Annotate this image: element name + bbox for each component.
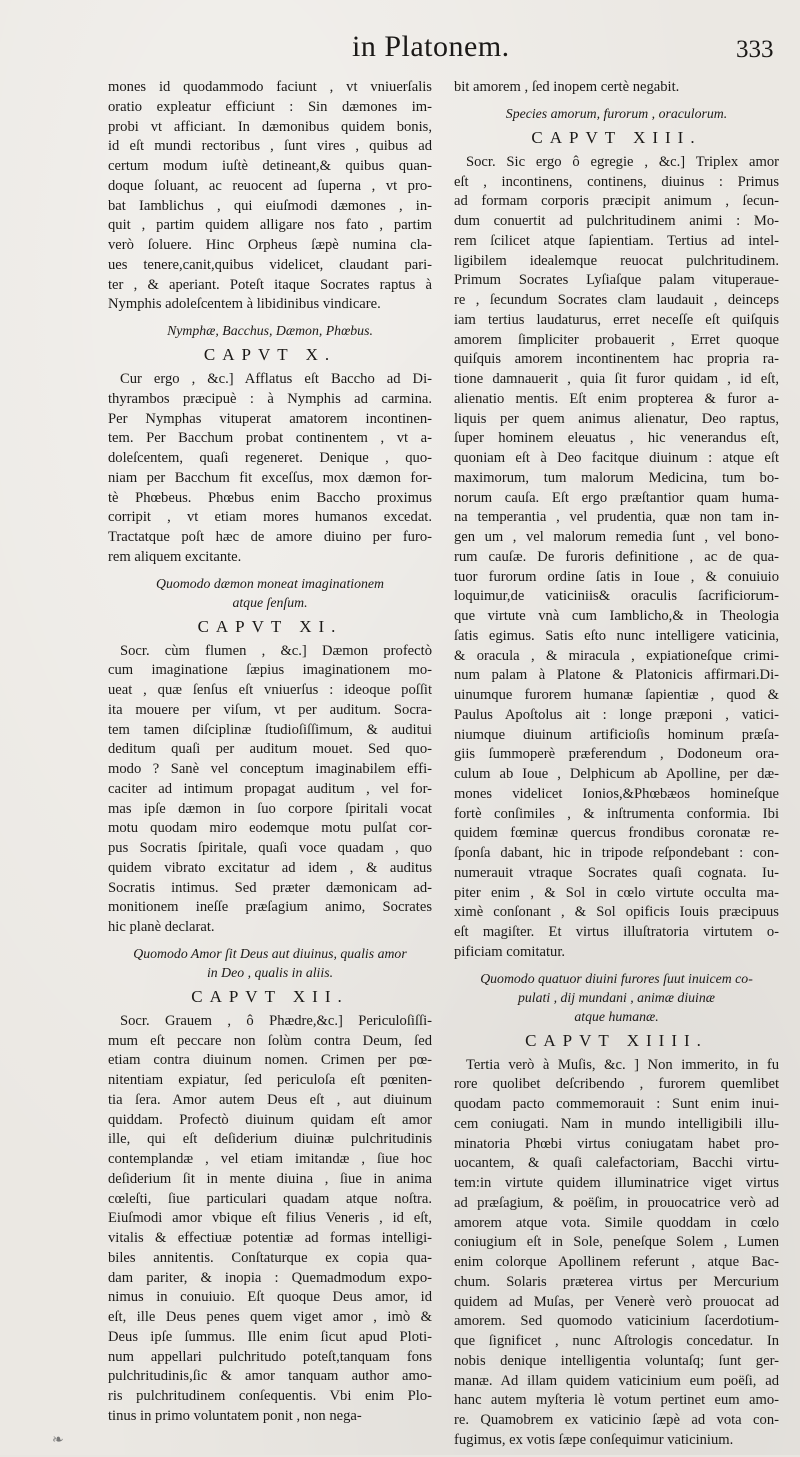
text-line: ligibilem idealemque reuocat pulchritudinem. xyxy=(454,252,779,269)
text-line: quodam pacto commemorauit : Sunt enim inui- xyxy=(454,1096,779,1112)
text-line: ter , & aperiant. Poteſt itaque Socrates raptus à xyxy=(108,276,432,293)
text-line: fortè conſimiles , & inſtrumenta conformia. Ibi xyxy=(454,805,779,822)
text-line: piter enim , & Sol in cœlo virtute occulta ma- xyxy=(454,884,779,901)
text-line: re , ſecundum Socrates clam laudauit , deinceps xyxy=(454,292,779,308)
text-line: tia ſera. Amor autem Deus eſt , aut diuinum xyxy=(108,1091,432,1108)
text-line: monitionem ineſſe præſagium animo, Socrates xyxy=(108,899,432,916)
text-line: Cur ergo , &c.] Afflatus eſt Baccho ad Di- xyxy=(120,371,432,387)
text-line: Socratis intimus. Sed præter dæmonicam ad- xyxy=(108,879,432,896)
text-line: biles annitentis. Conſtaturque ex copia qua- xyxy=(108,1249,432,1266)
text-line: rum cauſæ. De furoris definitione , ac de qua- xyxy=(454,548,779,565)
text-line: cœleſti, ſiue particulari quadam atque noſtra. xyxy=(108,1190,432,1207)
text-line: amorem atque vota. Simile quoddam in cœlo xyxy=(454,1214,779,1231)
text-line: etiam contra diuinum nomen. Crimen per pœ- xyxy=(108,1052,432,1069)
text-line: thyrambos præcipuè : à Nymphis ad carmina. xyxy=(108,390,432,407)
section-title-line: Quomodo dæmon moneat imaginationem xyxy=(155,575,385,591)
text-line: culum ab Ioue , Delphicum ab Apolline, per dæ- xyxy=(454,766,779,782)
text-line: quidem ad Muſas, per Venerè verò prouocat ad xyxy=(454,1293,779,1310)
text-line: contemplandæ , vel etiam imitandæ , ſiue hoc xyxy=(108,1151,432,1167)
text-line: Socr. cùm flumen , &c.] Dæmon profectò xyxy=(120,642,432,659)
text-line: eſt, ille Deus penes quem viget amor , imò & xyxy=(108,1309,432,1325)
text-line: Tractatque poſt hæc de amore diuino per furo- xyxy=(108,529,432,545)
text-line: coniugium eſt in Sole, peneſque Solem , Lumen xyxy=(454,1234,779,1251)
text-line: pificiam comitatur. xyxy=(454,943,566,960)
text-line: tè Phœbeus. Phœbus enim Baccho proximus xyxy=(108,489,432,506)
text-line: modo ? Sanè vel conceptum imaginabilem effi- xyxy=(108,761,432,777)
text-line: iam tertius laudaturus, erret neceſſe eſt quiſquis xyxy=(454,311,779,328)
text-line: & oracula , & miracula , expiationeſque crimi- xyxy=(454,647,779,664)
text-line: ita mouere per viſum, vt per auditum. Socra- xyxy=(108,701,432,718)
text-line: Socr. Grauem , ô Phædre,&c.] Periculoſiſſi- xyxy=(120,1012,432,1029)
text-line: loquimur,de vaticiniis& oraculis ſacrificiorum- xyxy=(454,588,779,605)
text-line: liquis per quem animus alienatur, Deo raptus, xyxy=(454,410,779,427)
text-line: pulchritudinis,ſic & amor tanquam author amo- xyxy=(108,1368,432,1385)
text-line: hic planè declarat. xyxy=(108,919,215,935)
text-line: amorem. Sed quomodo vaticinium ſacerdotium- xyxy=(454,1313,779,1330)
text-line: Eiuſmodi amor vbique eſt filius Veneris , id eſt, xyxy=(108,1210,432,1227)
text-line: ues tenere,canit,quibus videlicet, claudant pari- xyxy=(108,256,432,273)
text-line: alienatio mentis. Eſt enim propterea & furor a- xyxy=(454,390,779,407)
text-line: mas ipſe dæmon in ſuo corpore ſpiritali vocat xyxy=(108,800,432,817)
section-title-line: atque humanæ. xyxy=(574,1008,659,1024)
text-line: uinumque furorem humanæ ſapientiæ , quod & xyxy=(454,687,779,703)
text-line: quoniam eſt à Deo facitque diuinum : atque eſt xyxy=(454,450,779,466)
text-line: mum eſt peccare non ſolùm contra Deum, ſed xyxy=(108,1032,432,1049)
section-title-line: Quomodo Amor ſit Deus aut diuinus, qualis amor xyxy=(133,945,407,961)
text-line: deſiderium ſit in mente diuina , ſiue in anima xyxy=(108,1170,432,1187)
text-line: ſponſa dabant, hic in tripode reſpondebant : con- xyxy=(454,845,779,861)
text-line: Tertia verò à Muſis, &c. ] Non immerito, in fu xyxy=(466,1056,779,1073)
text-line: gen um , vel malorum remedia ſunt , vel bono- xyxy=(454,529,779,545)
text-line: que ſignificet , nunc Aſtrologis concedatur. In xyxy=(454,1333,779,1349)
text-line: deditum quaſi per auditum mouet. Sed quo- xyxy=(108,741,432,758)
text-line: quiddam. Profectò diuinum quidam eſt amor xyxy=(108,1111,432,1128)
text-line: tuor furorum ordine ſatis in Ioue , & conuiuio xyxy=(454,568,779,585)
text-line: probi vt afficiant. In dæmonibus quidem bonis, xyxy=(108,118,432,135)
text-line: pus Socratis ſpiritale, quaſi voce quadam , quo xyxy=(108,840,432,856)
text-line: quidem vibrato excitatur ad idem , & auditus xyxy=(108,859,432,876)
text-line: chum. Solaris præterea virtus per Mercurium xyxy=(454,1273,779,1290)
text-line: enim colorque Apollinem referunt , atque Bac- xyxy=(454,1254,779,1270)
text-line: norum cauſa. Eſt ergo præſtantior quam huma- xyxy=(454,489,779,506)
text-line: tione damnauerit , quia ſit furor quidam , id eſt, xyxy=(454,371,779,387)
text-line: num appellari pulchritudo poteſt,tanquam fons xyxy=(108,1348,432,1365)
text-line: niam per Bacchum fit exceſſus, mox dæmon for- xyxy=(108,469,432,486)
text-line: ſatis egimus. Satis eſto nunc intelligere vaticinia, xyxy=(454,627,779,644)
text-line: quiſquis amorem incontinentem hac propria ra- xyxy=(454,351,779,368)
text-line: dum conuertit ad pulchritudinem animi : Mo- xyxy=(454,213,779,229)
section-title-line: in Deo , qualis in aliis. xyxy=(206,964,334,980)
text-line: bit amorem , ſed inopem certè negabit. xyxy=(454,79,680,95)
text-line: mones id quodammodo faciunt , vt vniuerſalis xyxy=(108,79,432,95)
section-title-line: atque ſenſum. xyxy=(232,594,308,610)
text-line: tem tamen diſciplinæ ſtudioſiſſimum, & auditui xyxy=(108,721,432,738)
text-line: nitentiam expiatur, ſed periculoſa eſt pœniten- xyxy=(108,1072,432,1088)
margin-mark: ❧ xyxy=(52,1432,64,1448)
text-line: tinus in primo voluntatem ponit , non nega- xyxy=(108,1407,362,1424)
section-title-line: Species amorum, furorum , oraculorum. xyxy=(505,105,728,121)
text-line: ille, qui eſt deſiderium diuinæ pulchritudinis xyxy=(108,1131,432,1148)
chapter-heading: CAPVT XI. xyxy=(197,616,343,636)
text-line: motu quodam miro eodemque motu pulſat cor- xyxy=(108,820,432,837)
text-line: ris pulchritudinem conſequentis. Vbi enim Plo- xyxy=(108,1388,432,1404)
text-line: Per Nymphas vituperat amatorem incontinen- xyxy=(108,410,432,427)
text-line: rem ſcilicet atque ſapientiam. Tertius ad intel- xyxy=(454,232,779,249)
text-line: cum imaginatione ſæpius imaginationem mo- xyxy=(108,662,432,679)
text-line: fugimus, ex votis ſæpe conſequimur vaticinium. xyxy=(454,1431,734,1448)
text-line: certum modum iuſtè detineant,& quibus quan- xyxy=(108,158,432,174)
chapter-heading: CAPVT XIII. xyxy=(531,127,702,147)
text-line: Paulus Apoſtolus ait : longe præponi , vatici- xyxy=(454,706,779,723)
text-line: na temperantia , vel prudentia, quæ non tam in- xyxy=(454,509,779,526)
text-line: corripit , vt etiam mores humanos excedat. xyxy=(108,509,432,526)
text-line: nobis denique intelligentia voluntaſq; ſunt ger- xyxy=(454,1352,779,1369)
section-title-line: Nymphæ, Bacchus, Dæmon, Phœbus. xyxy=(167,323,373,338)
text-line: Socr. Sic ergo ô egregie , &c.] Triplex amor xyxy=(466,153,779,170)
running-title: in Platonem. xyxy=(352,30,510,63)
text-line: dam pariter, & inopia : Quemadmodum expo- xyxy=(108,1269,432,1286)
text-line: oratio expleatur efficiunt : Sin dæmones im- xyxy=(108,98,432,115)
text-line: tem. Per Bacchum probat continentem , vt a- xyxy=(108,430,432,447)
text-line: quidem fœminæ quercus frondibus coronatæ re- xyxy=(454,825,779,842)
text-line: ueat , quæ ſenſus eſt vniuerſus : ideoque poſſit xyxy=(108,682,432,698)
text-line: que virtute vnà cum Iamblicho,& in Theologia xyxy=(454,608,779,624)
left-column xyxy=(108,78,432,1433)
text-line: tem:in virtute quidem illuminatrice viget virtus xyxy=(454,1175,779,1191)
text-line: manæ. Ad illam quidem vaticinium eum poëſi, ad xyxy=(454,1372,779,1389)
page-number: 333 xyxy=(736,36,774,63)
right-column xyxy=(454,78,779,1457)
chapter-heading: CAPVT XIIII. xyxy=(525,1030,708,1050)
text-line: doque ſoluant, ac reuocent ad ſuperna , vt pro- xyxy=(108,177,432,194)
text-line: re. Quamobrem ex vaticinio ſæpè ad vota con- xyxy=(454,1412,779,1428)
text-line: bat Iamblichus , qui eiuſmodi dæmones , in- xyxy=(108,197,432,214)
text-line: hanc autem myſteria lè votum pertinet eum amo- xyxy=(454,1392,779,1409)
text-line: minatoria Phœbi virtus coniugatam habet pro- xyxy=(454,1135,779,1152)
text-line: rore quolibet deſcribendo , furorem quemlibet xyxy=(454,1076,779,1093)
text-line: eſt magiſter. Et virtus illuſtratoria virtutem o- xyxy=(454,924,779,940)
text-line: ximè conſonant , & Sol opificis Iouis præcipuus xyxy=(454,904,779,921)
text-line: Deus ipſe ſummus. Ille enim ſicut apud Ploti- xyxy=(108,1328,432,1345)
text-line: cem coniugati. Nam in mundo intelligibili illu- xyxy=(454,1115,779,1132)
text-line: quit , partim quidem alligare nos fato , partim xyxy=(108,217,432,234)
text-line: ad præſagium, & poëſim, in prouocatrice verò ad xyxy=(454,1194,779,1211)
text-line: nimus in conuiuio. Eſt quoque Deus amor, id xyxy=(108,1289,432,1306)
chapter-heading: CAPVT XII. xyxy=(191,986,349,1006)
text-line: doleſcentem, quaſi regeneret. Denique , quo- xyxy=(108,450,432,466)
text-line: Nymphis adoleſcentem à libidinibus vindicare. xyxy=(108,296,381,313)
text-line: niumque diuinum artificioſis hominum præſa- xyxy=(454,726,779,743)
section-title-line: pulati , dij mundani , animæ diuinæ xyxy=(517,989,715,1005)
text-line: ſuper hominem eleuatus , hic venerandus eſt, xyxy=(454,430,779,447)
text-line: mones videlicet Ionios,&Phœbæos homineſque xyxy=(454,785,779,802)
text-line: eſt , incontinens, continens, diuinus : Primus xyxy=(454,173,779,190)
text-line: verò ſoluere. Hinc Orpheus ſæpè numina cla- xyxy=(108,237,432,253)
text-line: uocantem, & quaſi calefactoriam, Bacchi virtu- xyxy=(454,1155,779,1172)
text-line: Primum Socrates Lyſiaſque palam vituperaue- xyxy=(454,272,779,289)
text-line: giis ſummoperè præferendum , Dodoneum ora- xyxy=(454,746,779,763)
text-line: id eſt mundi rectoribus , ſunt vires , quibus ad xyxy=(108,138,432,155)
section-title-line: Quomodo quatuor diuini furores ſuut inuicem co- xyxy=(480,970,753,986)
chapter-heading: CAPVT X. xyxy=(203,345,337,364)
text-line: rem aliquem excitante. xyxy=(108,548,242,565)
text-line: ad formam corporis præcipit animum , ſecun- xyxy=(454,193,779,210)
text-line: num palam à Platone & Platonicis affirmari.Di- xyxy=(454,667,779,684)
text-line: caciter ad intimum propagat auditum , vel for- xyxy=(108,780,432,797)
text-line: maximorum, tum malorum Medicina, tum bo- xyxy=(454,469,779,486)
text-line: numerauit vtraque Socrates quaſi cognata. Iu- xyxy=(454,864,779,881)
text-line: amorem ſimpliciter probauerit , Erret quoque xyxy=(454,331,779,348)
text-line: vitalis & effectiuæ potentiæ ad formas intelligi- xyxy=(108,1230,432,1246)
